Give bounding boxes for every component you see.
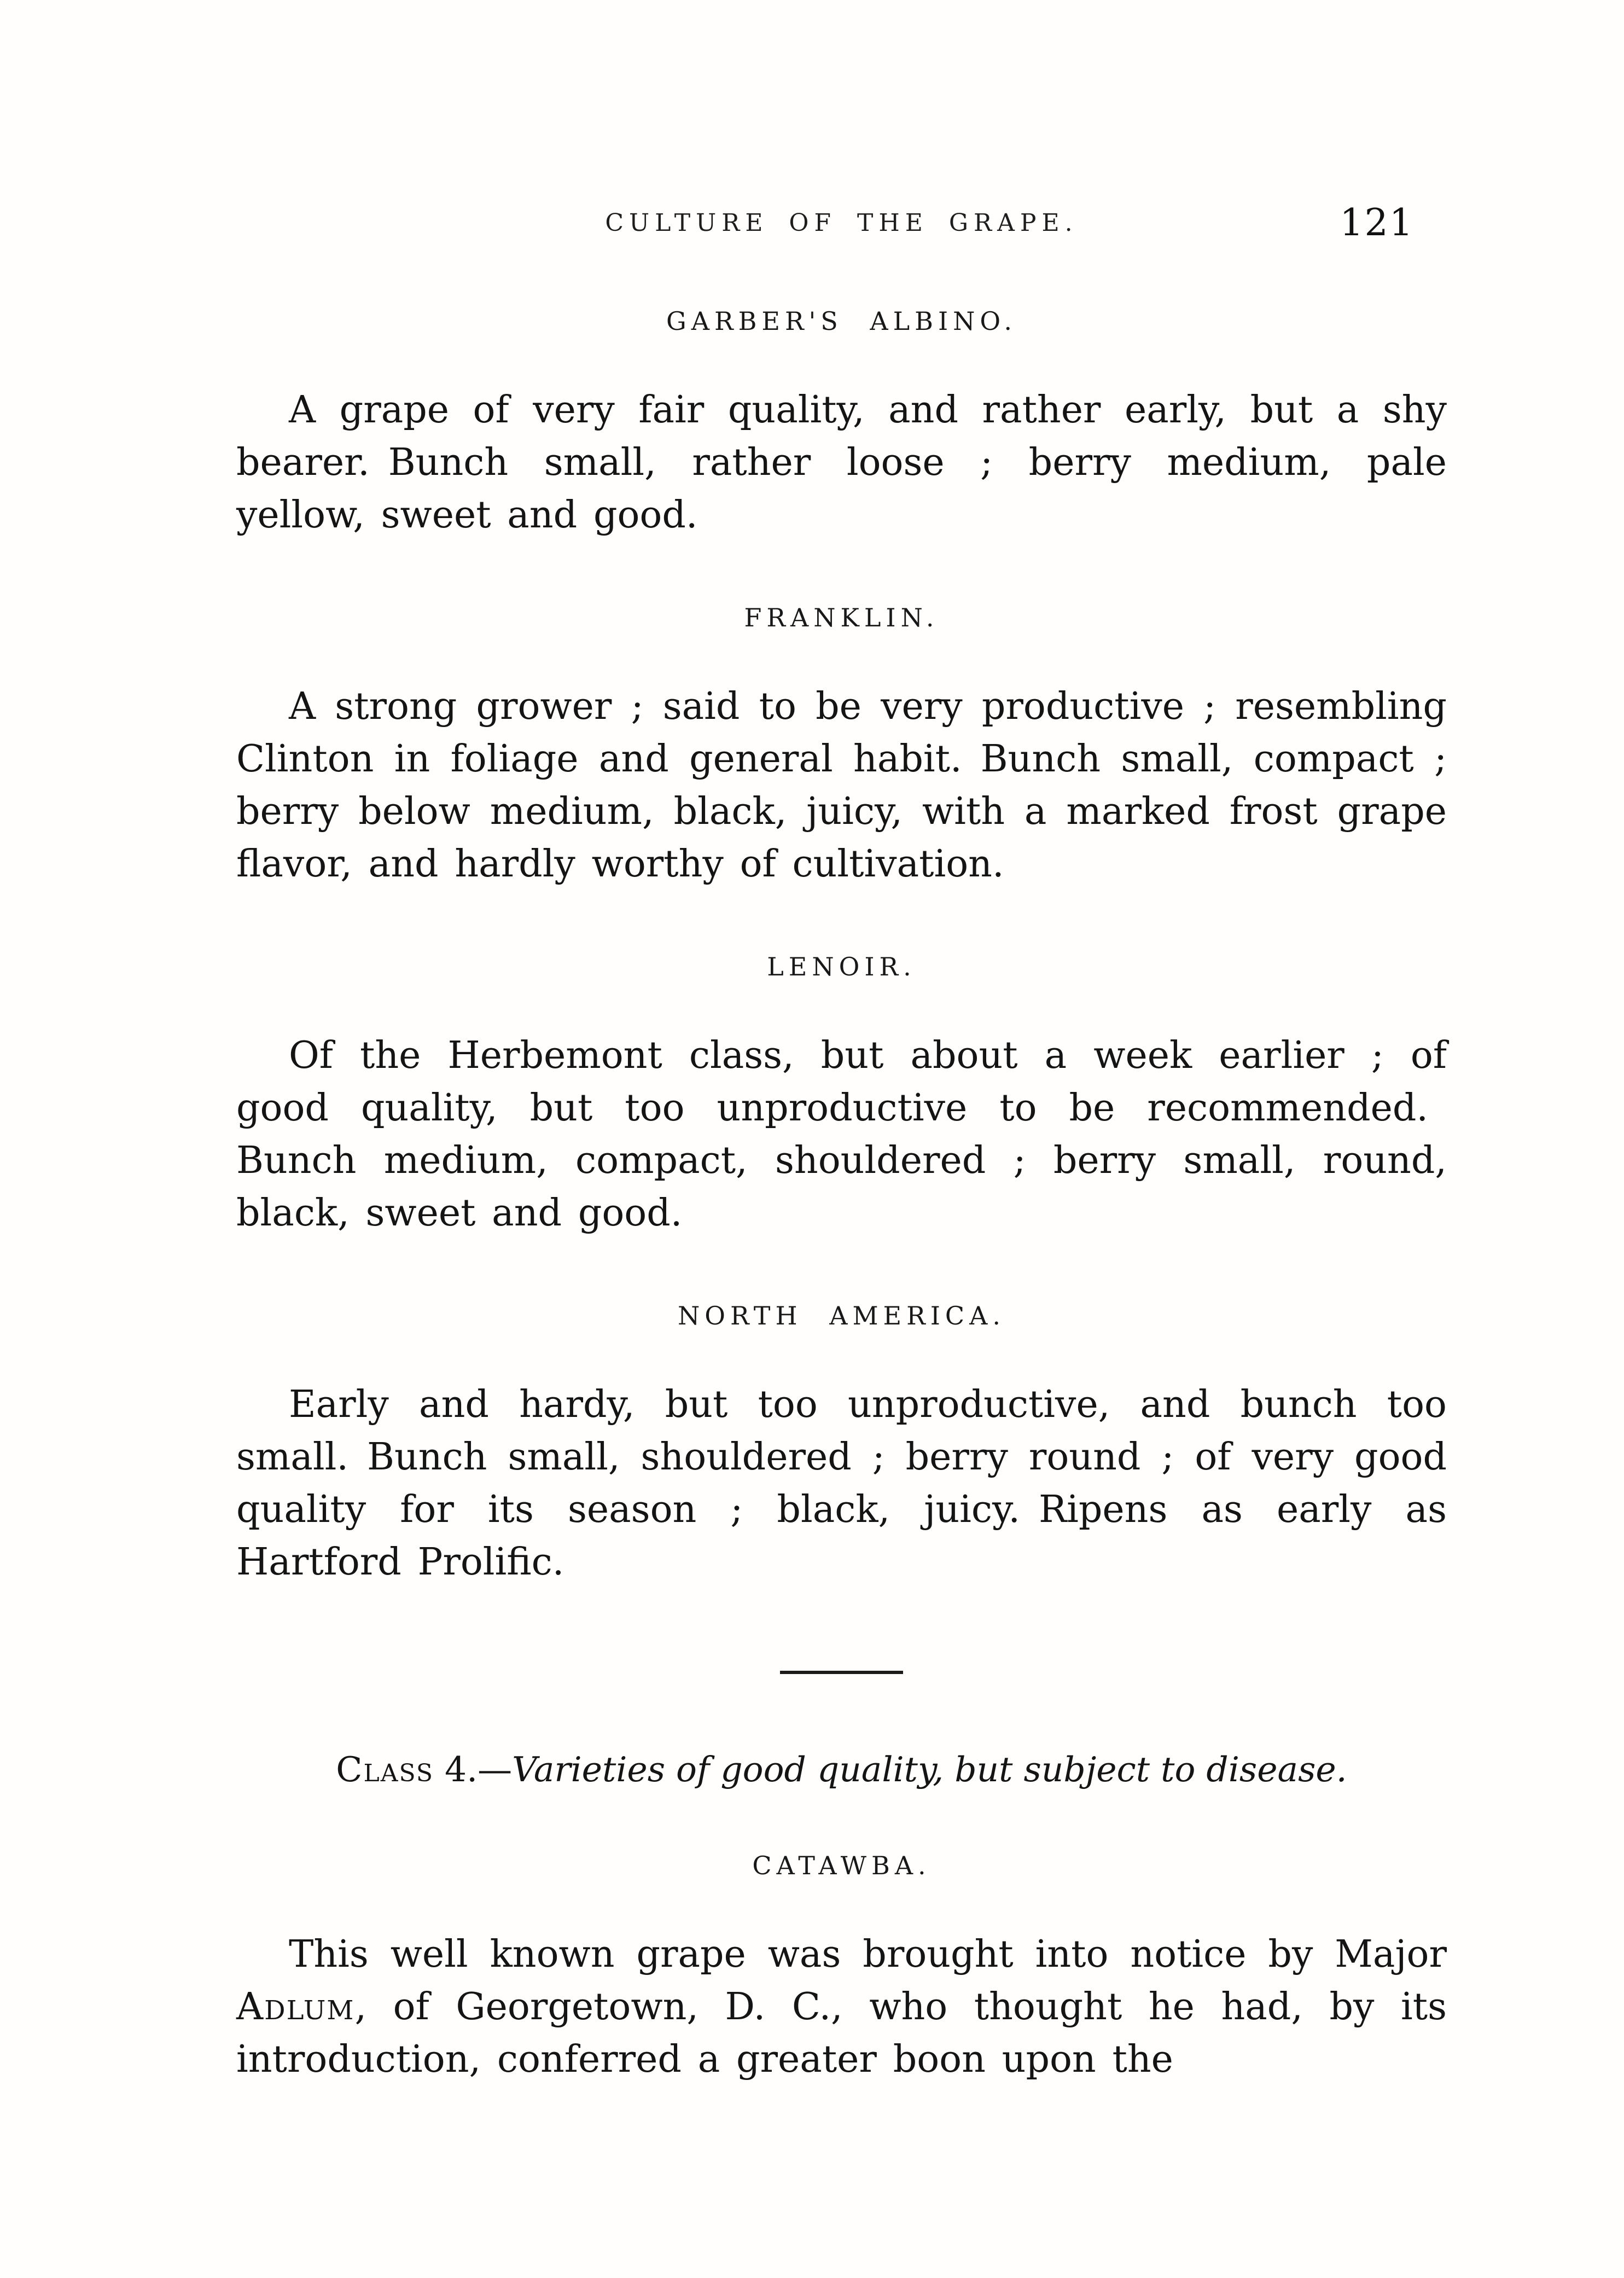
class-number: 4.— — [433, 1750, 513, 1789]
section-paragraph — [236, 1928, 1447, 2086]
divider-rule — [780, 1671, 903, 1674]
section-paragraph: Of the Herbemont class, but about a week earlier ; of good quality, but too unproductive to be recommended. Bunch medium, compact, shouldered ; berry small, round, black, sweet and good. — [236, 1034, 1447, 1235]
section-heading-lenoir: LENOIR. — [767, 952, 916, 981]
class-title-italic: Varieties of good quality, but subject to disease. — [512, 1750, 1347, 1789]
section-catawba — [236, 1851, 1447, 2086]
class-heading — [236, 1750, 1447, 1789]
page-number: 121 — [1340, 201, 1414, 245]
section-franklin — [236, 603, 1447, 891]
section-heading-north-america: NORTH AMERICA. — [678, 1301, 1005, 1330]
running-title: CULTURE OF THE GRAPE. — [605, 209, 1078, 237]
catawba-text-before: This well known grape was brought into notice by Major — [289, 1933, 1447, 1976]
catawba-name-smallcaps: Adlum — [236, 1985, 355, 2029]
section-heading-franklin: FRANKLIN. — [744, 603, 939, 632]
running-header — [236, 201, 1447, 245]
class-label: Class — [336, 1750, 434, 1789]
section-lenoir — [236, 952, 1447, 1240]
catawba-text-after: , of Georgetown, D. C., who thought he had, by its introduction, conferred a greater boon upon the — [236, 1985, 1447, 2081]
section-heading-catawba: CATAWBA. — [752, 1851, 931, 1880]
section-north-america — [236, 1301, 1447, 1589]
section-paragraph: A grape of very fair quality, and rather early, but a shy bearer. Bunch small, rather loose ; berry medium, pale yellow, sweet and good. — [236, 388, 1447, 537]
section-heading-garbers-albino: GARBER'S ALBINO. — [666, 306, 1017, 336]
section-paragraph: A strong grower ; said to be very productive ; resembling Clinton in foliage and general habit. Bunch small, compact ; berry below medium, black, juicy, with a marked frost grape flavor, and hardly worthy of cultivation. — [236, 685, 1447, 886]
section-garbers-albino — [236, 306, 1447, 542]
section-paragraph: Early and hardy, but too unproductive, and bunch too small. Bunch small, shouldered ; berry round ; of very good quality for its season ; black, juicy. Ripens as early as Hartford Prolific. — [236, 1383, 1447, 1584]
